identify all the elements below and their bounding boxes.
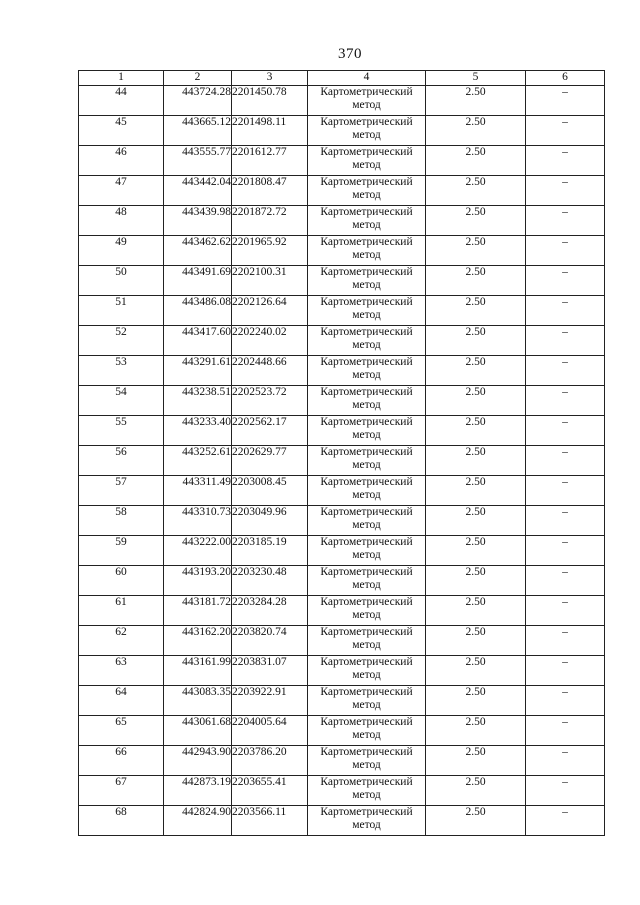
y-coordinate-cell: 2203655.41: [232, 776, 308, 806]
point-number-cell: 63: [79, 656, 164, 686]
note-cell: –: [526, 86, 605, 116]
table-row: [79, 626, 605, 656]
note-cell: –: [526, 356, 605, 386]
point-number-cell: 55: [79, 416, 164, 446]
table-row: [79, 686, 605, 716]
precision-cell: 2.50: [426, 266, 526, 296]
x-coordinate-cell: 443238.51: [164, 386, 232, 416]
x-coordinate-cell: 443310.73: [164, 506, 232, 536]
x-coordinate-cell: 443162.20: [164, 626, 232, 656]
table-row: [79, 296, 605, 326]
x-coordinate-cell: 443724.28: [164, 86, 232, 116]
point-number-cell: 66: [79, 746, 164, 776]
note-cell: –: [526, 776, 605, 806]
precision-cell: 2.50: [426, 596, 526, 626]
y-coordinate-cell: 2203008.45: [232, 476, 308, 506]
table-row: [79, 506, 605, 536]
y-coordinate-cell: 2202448.66: [232, 356, 308, 386]
point-number-cell: 68: [79, 806, 164, 836]
point-number-cell: 49: [79, 236, 164, 266]
method-cell: Картометрический метод: [308, 806, 426, 836]
x-coordinate-cell: 443222.00: [164, 536, 232, 566]
x-coordinate-cell: 443491.69: [164, 266, 232, 296]
note-cell: –: [526, 116, 605, 146]
point-number-cell: 52: [79, 326, 164, 356]
table-row: [79, 416, 605, 446]
table-body: [79, 86, 605, 836]
point-number-cell: 45: [79, 116, 164, 146]
y-coordinate-cell: 2203566.11: [232, 806, 308, 836]
point-number-cell: 59: [79, 536, 164, 566]
point-number-cell: 50: [79, 266, 164, 296]
precision-cell: 2.50: [426, 656, 526, 686]
table-row: [79, 206, 605, 236]
x-coordinate-cell: 443555.77: [164, 146, 232, 176]
x-coordinate-cell: 443442.04: [164, 176, 232, 206]
precision-cell: 2.50: [426, 236, 526, 266]
note-cell: –: [526, 326, 605, 356]
note-cell: –: [526, 566, 605, 596]
note-cell: –: [526, 536, 605, 566]
table-row: [79, 656, 605, 686]
y-coordinate-cell: 2203922.91: [232, 686, 308, 716]
method-cell: Картометрический метод: [308, 596, 426, 626]
point-number-cell: 56: [79, 446, 164, 476]
note-cell: –: [526, 236, 605, 266]
note-cell: –: [526, 476, 605, 506]
method-cell: Картометрический метод: [308, 386, 426, 416]
table-row: [79, 176, 605, 206]
point-number-cell: 65: [79, 716, 164, 746]
method-cell: Картометрический метод: [308, 116, 426, 146]
table-row: [79, 266, 605, 296]
method-cell: Картометрический метод: [308, 476, 426, 506]
note-cell: –: [526, 176, 605, 206]
point-number-cell: 64: [79, 686, 164, 716]
column-header-2: 2: [164, 71, 232, 86]
method-cell: Картометрический метод: [308, 746, 426, 776]
note-cell: –: [526, 296, 605, 326]
point-number-cell: 58: [79, 506, 164, 536]
table-row: [79, 236, 605, 266]
y-coordinate-cell: 2203230.48: [232, 566, 308, 596]
method-cell: Картометрический метод: [308, 446, 426, 476]
precision-cell: 2.50: [426, 476, 526, 506]
point-number-cell: 62: [79, 626, 164, 656]
x-coordinate-cell: 443291.61: [164, 356, 232, 386]
point-number-cell: 61: [79, 596, 164, 626]
precision-cell: 2.50: [426, 746, 526, 776]
y-coordinate-cell: 2203820.74: [232, 626, 308, 656]
table-row: [79, 716, 605, 746]
precision-cell: 2.50: [426, 386, 526, 416]
precision-cell: 2.50: [426, 776, 526, 806]
precision-cell: 2.50: [426, 416, 526, 446]
method-cell: Картометрический метод: [308, 626, 426, 656]
precision-cell: 2.50: [426, 146, 526, 176]
method-cell: Картометрический метод: [308, 86, 426, 116]
precision-cell: 2.50: [426, 86, 526, 116]
method-cell: Картометрический метод: [308, 506, 426, 536]
point-number-cell: 54: [79, 386, 164, 416]
note-cell: –: [526, 386, 605, 416]
method-cell: Картометрический метод: [308, 716, 426, 746]
note-cell: –: [526, 626, 605, 656]
y-coordinate-cell: 2202240.02: [232, 326, 308, 356]
method-cell: Картометрический метод: [308, 146, 426, 176]
y-coordinate-cell: 2201498.11: [232, 116, 308, 146]
page-number: 370: [338, 46, 362, 62]
y-coordinate-cell: 2203284.28: [232, 596, 308, 626]
precision-cell: 2.50: [426, 446, 526, 476]
point-number-cell: 67: [79, 776, 164, 806]
point-number-cell: 57: [79, 476, 164, 506]
y-coordinate-cell: 2204005.64: [232, 716, 308, 746]
table-row: [79, 806, 605, 836]
y-coordinate-cell: 2201965.92: [232, 236, 308, 266]
table-row: [79, 566, 605, 596]
x-coordinate-cell: 443311.49: [164, 476, 232, 506]
method-cell: Картометрический метод: [308, 656, 426, 686]
y-coordinate-cell: 2202523.72: [232, 386, 308, 416]
coordinates-table: [78, 70, 605, 836]
table-header-row: [79, 71, 605, 86]
precision-cell: 2.50: [426, 506, 526, 536]
y-coordinate-cell: 2201612.77: [232, 146, 308, 176]
y-coordinate-cell: 2202100.31: [232, 266, 308, 296]
point-number-cell: 48: [79, 206, 164, 236]
x-coordinate-cell: 443417.60: [164, 326, 232, 356]
table-row: [79, 776, 605, 806]
precision-cell: 2.50: [426, 716, 526, 746]
precision-cell: 2.50: [426, 296, 526, 326]
note-cell: –: [526, 596, 605, 626]
table-row: [79, 476, 605, 506]
y-coordinate-cell: 2202629.77: [232, 446, 308, 476]
precision-cell: 2.50: [426, 686, 526, 716]
y-coordinate-cell: 2201808.47: [232, 176, 308, 206]
point-number-cell: 53: [79, 356, 164, 386]
y-coordinate-cell: 2203831.07: [232, 656, 308, 686]
note-cell: –: [526, 506, 605, 536]
column-header-6: 6: [526, 71, 605, 86]
note-cell: –: [526, 416, 605, 446]
precision-cell: 2.50: [426, 536, 526, 566]
x-coordinate-cell: 443252.61: [164, 446, 232, 476]
table-row: [79, 116, 605, 146]
x-coordinate-cell: 442824.90: [164, 806, 232, 836]
y-coordinate-cell: 2201450.78: [232, 86, 308, 116]
note-cell: –: [526, 656, 605, 686]
x-coordinate-cell: 442873.19: [164, 776, 232, 806]
x-coordinate-cell: 442943.90: [164, 746, 232, 776]
note-cell: –: [526, 146, 605, 176]
table-row: [79, 326, 605, 356]
x-coordinate-cell: 443665.12: [164, 116, 232, 146]
y-coordinate-cell: 2203185.19: [232, 536, 308, 566]
point-number-cell: 51: [79, 296, 164, 326]
x-coordinate-cell: 443161.99: [164, 656, 232, 686]
precision-cell: 2.50: [426, 206, 526, 236]
x-coordinate-cell: 443193.20: [164, 566, 232, 596]
method-cell: Картометрический метод: [308, 206, 426, 236]
x-coordinate-cell: 443233.40: [164, 416, 232, 446]
point-number-cell: 60: [79, 566, 164, 596]
point-number-cell: 46: [79, 146, 164, 176]
column-header-1: 1: [79, 71, 164, 86]
method-cell: Картометрический метод: [308, 776, 426, 806]
point-number-cell: 44: [79, 86, 164, 116]
x-coordinate-cell: 443439.98: [164, 206, 232, 236]
column-header-4: 4: [308, 71, 426, 86]
method-cell: Картометрический метод: [308, 416, 426, 446]
precision-cell: 2.50: [426, 806, 526, 836]
note-cell: –: [526, 206, 605, 236]
x-coordinate-cell: 443486.08: [164, 296, 232, 326]
x-coordinate-cell: 443061.68: [164, 716, 232, 746]
y-coordinate-cell: 2202126.64: [232, 296, 308, 326]
y-coordinate-cell: 2201872.72: [232, 206, 308, 236]
note-cell: –: [526, 746, 605, 776]
note-cell: –: [526, 266, 605, 296]
precision-cell: 2.50: [426, 116, 526, 146]
x-coordinate-cell: 443083.35: [164, 686, 232, 716]
method-cell: Картометрический метод: [308, 356, 426, 386]
point-number-cell: 47: [79, 176, 164, 206]
table-row: [79, 356, 605, 386]
x-coordinate-cell: 443181.72: [164, 596, 232, 626]
y-coordinate-cell: 2203786.20: [232, 746, 308, 776]
table-row: [79, 446, 605, 476]
method-cell: Картометрический метод: [308, 176, 426, 206]
method-cell: Картометрический метод: [308, 296, 426, 326]
y-coordinate-cell: 2203049.96: [232, 506, 308, 536]
method-cell: Картометрический метод: [308, 236, 426, 266]
note-cell: –: [526, 686, 605, 716]
table-row: [79, 536, 605, 566]
method-cell: Картометрический метод: [308, 686, 426, 716]
table-row: [79, 386, 605, 416]
precision-cell: 2.50: [426, 566, 526, 596]
note-cell: –: [526, 806, 605, 836]
precision-cell: 2.50: [426, 176, 526, 206]
table-row: [79, 146, 605, 176]
method-cell: Картометрический метод: [308, 536, 426, 566]
y-coordinate-cell: 2202562.17: [232, 416, 308, 446]
method-cell: Картометрический метод: [308, 266, 426, 296]
table-row: [79, 746, 605, 776]
table-row: [79, 86, 605, 116]
precision-cell: 2.50: [426, 626, 526, 656]
x-coordinate-cell: 443462.62: [164, 236, 232, 266]
method-cell: Картометрический метод: [308, 566, 426, 596]
precision-cell: 2.50: [426, 356, 526, 386]
table-row: [79, 596, 605, 626]
column-header-3: 3: [232, 71, 308, 86]
note-cell: –: [526, 716, 605, 746]
column-header-5: 5: [426, 71, 526, 86]
precision-cell: 2.50: [426, 326, 526, 356]
note-cell: –: [526, 446, 605, 476]
method-cell: Картометрический метод: [308, 326, 426, 356]
